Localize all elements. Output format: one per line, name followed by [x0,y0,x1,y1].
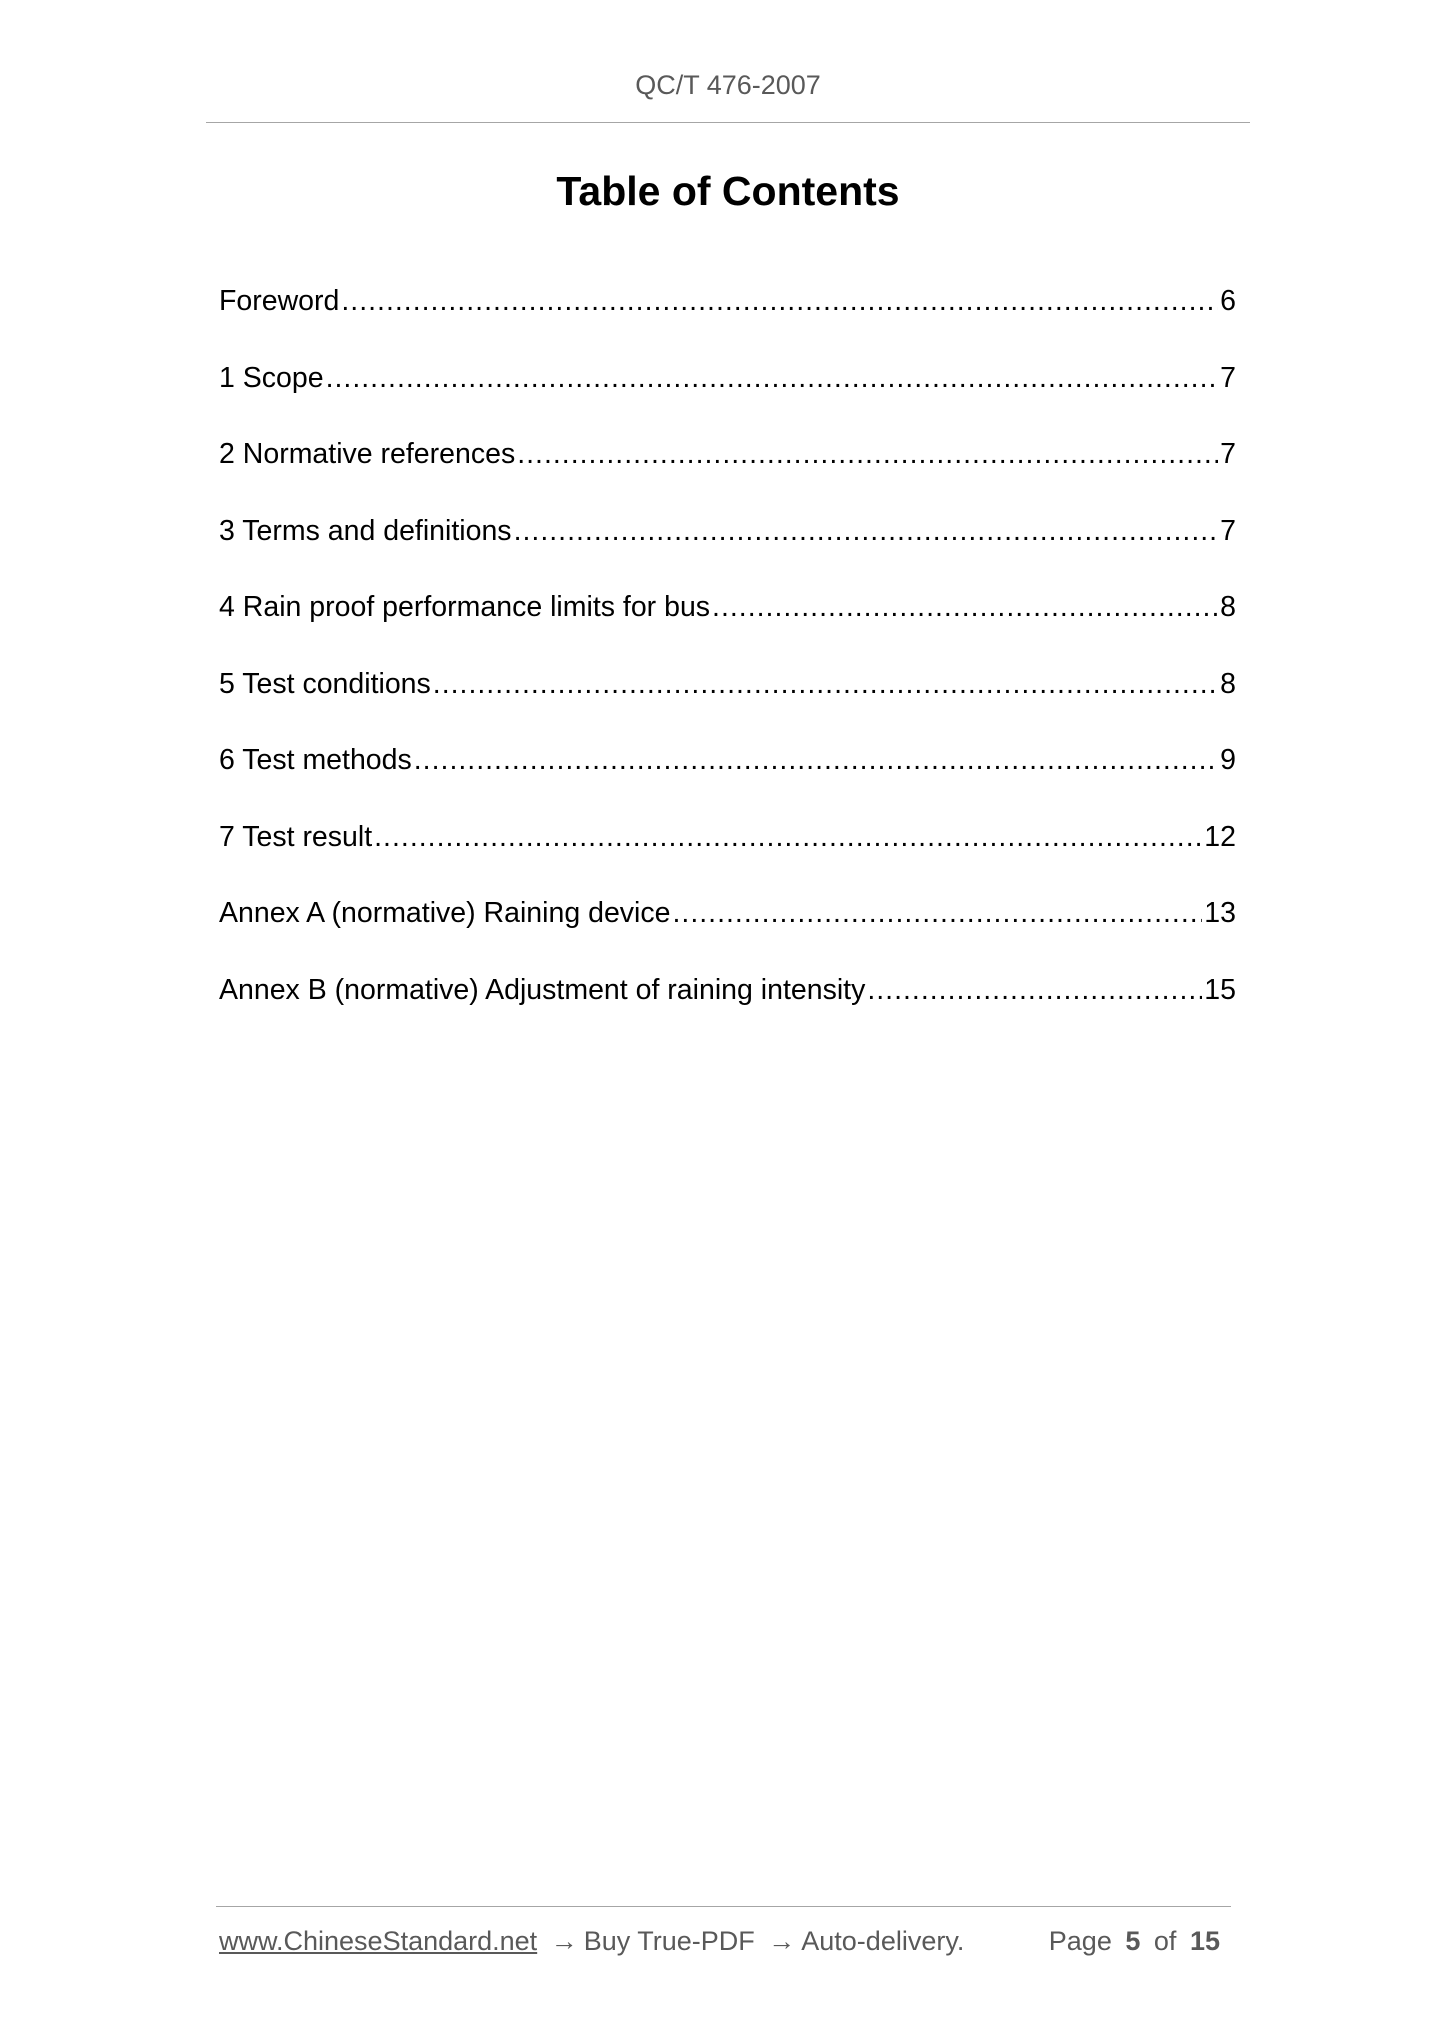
toc-leader-dots [673,897,1203,930]
footer-promo [219,1926,964,1957]
toc-entry-page: 7 [1220,438,1236,470]
toc-leader-dots [433,668,1218,701]
arrow-right-icon: → [550,1926,578,1956]
page-footer [219,1926,1231,1957]
toc-leader-dots [514,515,1219,548]
toc-leader-dots [374,821,1202,854]
website-link[interactable]: www.ChineseStandard.net [219,1926,538,1956]
toc-entry-test-methods[interactable] [219,744,1236,821]
document-id-header: QC/T 476-2007 [635,70,821,100]
toc-entry-label: Foreword [219,285,340,317]
toc-entry-page: 12 [1204,820,1236,853]
total-pages-number: 15 [1189,1926,1220,1956]
buy-true-pdf-text: Buy True-PDF [583,1926,755,1956]
toc-entry-page: 9 [1220,744,1236,776]
toc-entry-rain-proof-limits[interactable] [219,591,1236,668]
page-number-indicator [1049,1926,1231,1957]
toc-entry-page: 7 [1220,514,1236,547]
toc-entry-test-conditions[interactable] [219,668,1236,745]
arrow-right-icon: → [768,1926,796,1956]
toc-entry-label: 4 Rain proof performance limits for bus [219,591,711,623]
toc-entry-foreword[interactable] [219,285,1236,362]
toc-entry-page: 8 [1220,667,1236,700]
toc-entry-page: 13 [1204,897,1236,929]
toc-leader-dots [414,744,1218,777]
toc-leader-dots [517,438,1218,471]
toc-leader-dots [341,285,1218,318]
toc-entry-page: 15 [1204,973,1236,1006]
toc-entry-terms-and-definitions[interactable] [219,515,1236,592]
of-label: of [1153,1926,1177,1956]
footer-divider [216,1906,1231,1907]
page-title: Table of Contents [556,168,900,214]
table-of-contents [219,285,1236,1050]
page-label: Page [1048,1926,1112,1956]
toc-entry-label: Annex A (normative) Raining device [219,897,671,929]
toc-entry-label: 5 Test conditions [219,667,431,700]
toc-entry-annex-b[interactable] [219,974,1236,1051]
toc-entry-normative-references[interactable] [219,438,1236,515]
toc-entry-scope[interactable] [219,362,1236,439]
toc-entry-page: 8 [1220,591,1236,623]
toc-entry-label: Annex B (normative) Adjustment of raining intensity [219,973,866,1006]
toc-entry-label: 7 Test result [219,820,373,853]
toc-leader-dots [867,974,1202,1007]
toc-entry-page: 7 [1220,361,1236,394]
toc-entry-annex-a[interactable] [219,897,1236,974]
toc-entry-page: 6 [1220,285,1236,317]
auto-delivery-text: Auto-delivery. [801,1926,965,1956]
toc-entry-label: 2 Normative references [219,438,516,470]
current-page-number: 5 [1125,1926,1141,1956]
toc-entry-label: 1 Scope [219,361,324,394]
toc-entry-label: 6 Test methods [219,744,412,776]
toc-entry-label: 3 Terms and definitions [219,514,512,547]
toc-entry-test-result[interactable] [219,821,1236,898]
header-divider [206,122,1250,123]
toc-leader-dots [326,362,1219,395]
toc-leader-dots [712,591,1218,624]
